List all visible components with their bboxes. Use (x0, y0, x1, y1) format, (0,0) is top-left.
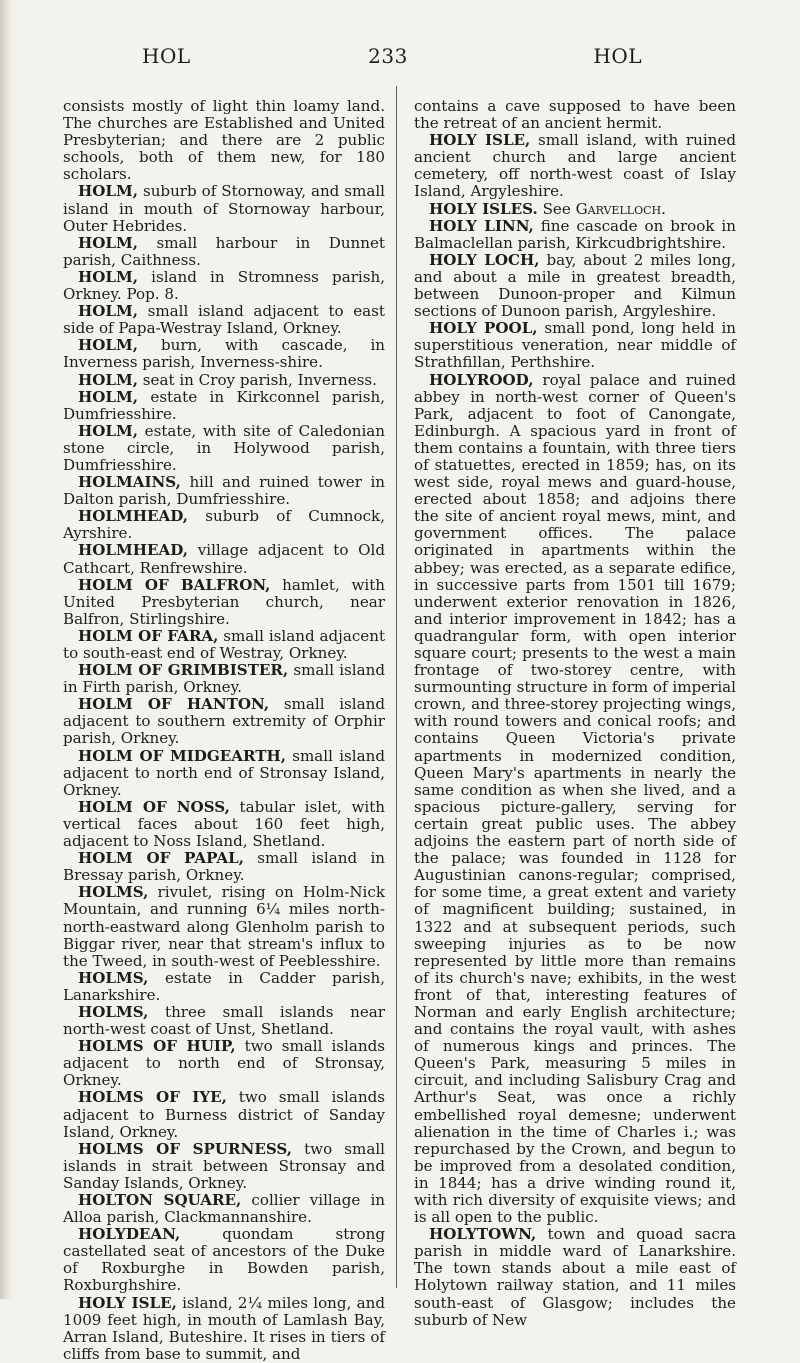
gazetteer-entry (414, 98, 736, 132)
gazetteer-entry (63, 850, 385, 884)
entry-text: fine cascade on brook in Balmaclellan parish, Kirkcudbrightshire. (414, 216, 736, 252)
entry-headword: HOLY LINN, (429, 216, 534, 235)
entry-headword: HOLM, (78, 370, 138, 389)
gazetteer-entry (63, 799, 385, 850)
entry-text: two small islands adjacent to north end of Stronsay, Orkney. (63, 1037, 385, 1090)
page-number: 233 (368, 44, 408, 68)
entry-text: tabular islet, with vertical faces about 160 feet high, adjacent to Noss Island, Shetland. (63, 797, 385, 851)
gazetteer-entry (414, 372, 736, 1227)
header-right-guide-word: HOL (593, 44, 642, 68)
entry-text: village adjacent to Old Cathcart, Renfrewshire. (63, 541, 385, 577)
gazetteer-entry (63, 1141, 385, 1192)
entry-headword: HOLMHEAD, (78, 541, 189, 560)
entry-headword: HOLM, (78, 387, 138, 406)
entry-text: quondam strong castellated seat of ancestors of the Duke of Roxburghe in Bowden parish, Roxburghshire. (63, 1225, 385, 1295)
entry-text: small harbour in Dunnet parish, Caithness. (63, 233, 385, 269)
gazetteer-entry (63, 1004, 385, 1038)
entry-text: estate in Cadder parish, Lanarkshire. (63, 968, 385, 1004)
gazetteer-entry (63, 748, 385, 799)
entry-headword: HOLTON SQUARE, (78, 1191, 242, 1209)
entry-headword: HOLY LOCH, (429, 250, 540, 269)
entry-text: small island adjacent to east side of Papa-Westray Island, Orkney. (63, 302, 385, 338)
entry-headword: HOLM, (78, 182, 138, 201)
entry-headword: HOLMS OF HUIP, (78, 1037, 236, 1056)
cross-reference: Garvelloch (575, 199, 662, 218)
entry-text: See (537, 199, 576, 218)
entry-text: suburb of Cumnock, Ayrshire. (63, 507, 385, 543)
entry-text: small island, with ruined ancient church and large ancient cemetery, off north-west coast of Islay Island, Argyleshire. (414, 131, 736, 201)
entry-headword: HOLMS OF SPURNESS, (78, 1139, 293, 1158)
entry-headword: HOLM OF NOSS, (78, 797, 230, 816)
entry-headword: HOLM OF FARA, (78, 626, 219, 645)
gazetteer-entry (63, 1192, 385, 1226)
entry-headword: HOLM, (78, 267, 138, 286)
entry-headword: HOLMS, (78, 883, 149, 902)
entry-text: small island in Bressay parish, Orkney. (63, 849, 385, 885)
entry-text: estate in Kirkconnel parish, Dumfriesshire. (63, 387, 385, 423)
entry-headword: HOLMS, (78, 1002, 149, 1021)
entry-headword: HOLM OF BALFRON, (78, 575, 271, 594)
entry-text: seat in Croy parish, Inverness. (138, 370, 377, 389)
left-column (63, 98, 385, 1363)
entry-headword: HOLM OF MIDGEARTH, (78, 746, 286, 765)
gazetteer-entry (63, 542, 385, 576)
gazetteer-entry (63, 98, 385, 183)
entry-headword: HOLYTOWN, (429, 1225, 537, 1244)
gazetteer-entry (414, 252, 736, 320)
gazetteer-entry (414, 1226, 736, 1329)
gazetteer-entry (63, 423, 385, 474)
entry-headword: HOLM, (78, 233, 138, 252)
entry-text: estate, with site of Caledonian stone circle, in Holywood parish, Dumfriesshire. (63, 421, 385, 474)
entry-headword: HOLM OF HANTON, (78, 695, 270, 714)
entry-headword: HOLM, (78, 421, 138, 440)
gazetteer-entry (63, 235, 385, 269)
entry-headword: HOLM OF PAPAL, (78, 849, 244, 868)
gazetteer-entry (63, 337, 385, 371)
gazetteer-entry (63, 1089, 385, 1140)
entry-text: rivulet, rising on Holm-Nick Mountain, and running 6¼ miles north-north-eastward along Glenholm parish to Biggar river, near that stream's influx to the Tweed, in south-west of Peeblesshire. (63, 883, 385, 970)
entry-text: small pond, long held in superstitious veneration, near middle of Strathfillan, Perthshire. (414, 319, 736, 372)
entry-headword: HOLMAINS, (78, 473, 181, 492)
gazetteer-entry (63, 1226, 385, 1294)
entry-headword: HOLY POOL, (429, 319, 538, 338)
gazetteer-entry (63, 628, 385, 662)
gazetteer-entry (63, 183, 385, 234)
entry-text-tail: . (661, 199, 666, 218)
entry-text: collier village in Alloa parish, Clackmannanshire. (63, 1191, 385, 1227)
gazetteer-entry (414, 132, 736, 200)
entry-text: hamlet, with United Presbyterian church, near Balfron, Stirlingshire. (63, 575, 385, 628)
gazetteer-entry (63, 1295, 385, 1363)
entry-headword: HOLM OF GRIMBISTER, (78, 661, 289, 680)
entry-headword: HOLMS, (78, 968, 149, 987)
entry-text: three small islands near north-west coast of Unst, Shetland. (63, 1002, 385, 1039)
entry-headword: HOLYROOD, (429, 370, 534, 389)
entry-headword: HOLY ISLE, (429, 131, 531, 150)
gazetteer-entry (414, 320, 736, 371)
entry-text: burn, with cascade, in Inverness parish, Inverness-shire. (63, 336, 385, 372)
gazetteer-entry (63, 303, 385, 337)
gazetteer-entry (63, 474, 385, 508)
gazetteer-entry (63, 696, 385, 747)
entry-headword: HOLMHEAD, (78, 507, 189, 526)
entry-headword: HOLY ISLE, (78, 1293, 177, 1312)
gazetteer-entry (414, 218, 736, 252)
gazetteer-entry (414, 201, 736, 218)
gazetteer-entry (63, 508, 385, 542)
entry-text: hill and ruined tower in Dalton parish, Dumfriesshire. (63, 473, 385, 509)
entry-text: two small islands adjacent to Burness district of Sanday Island, Orkney. (63, 1088, 385, 1141)
column-divider (396, 86, 397, 1288)
gazetteer-entry (63, 577, 385, 628)
gazetteer-entry (63, 269, 385, 303)
entry-text: bay, about 2 miles long, and about a mile in greatest breadth, between Dunoon-proper and Kilmun sections of Dunoon parish, Argyleshire. (414, 250, 736, 321)
gazetteer-entry (63, 372, 385, 389)
running-header (58, 44, 718, 74)
entry-headword: HOLM, (78, 302, 138, 321)
gazetteer-entry (63, 1038, 385, 1089)
entry-text: contains a cave supposed to have been the retreat of an ancient hermit. (414, 97, 736, 133)
entry-text: island, 2¼ miles long, and 1009 feet high, in mouth of Lamlash Bay, Arran Island, Buteshire. It rises in tiers of cliffs from base to summit, and (63, 1293, 385, 1363)
gazetteer-entry (63, 970, 385, 1004)
gazetteer-entry (63, 662, 385, 696)
entry-headword: HOLMS OF IYE, (78, 1088, 227, 1107)
entry-text: royal palace and ruined abbey in north-west corner of Queen's Park, adjacent to foot of Canongate, Edinburgh. A spacious yard in front of them contains a fountain, with three tiers of statuettes, erected in 1859; has, on its west side, royal mews and guard-house, erected about 1858; and adjoins there the site of ancient royal mews, mint, and government offices. The palace originated in apartments within the abbey; was erected, as a separate edifice, in successive parts from 1501 till 1679; underwent exterior renovation in 1826, and interior improvement in 1842; has a quadrangular form, with open interior square court; presents to the west a main frontage of two-storey centre, with surmounting structure in form of imperial crown, and three-storey projecting wings, with round towers and conical roofs; and contains Queen Victoria's private apartments in modernized condition, Queen Mary's apartments in nearly the same condition as when she lived, and a spacious picture-gallery, serving for certain great public uses. The abbey adjoins the eastern part of north side of the palace; was founded in 1128 for Augustinian canons-regular; comprised, for some time, a great extent and variety of magnificent building; sustained, in 1322 and at subsequent periods, such sweeping injuries as to be now represented by little more than remains of its church's nave; exhibits, in the west front of that, interesting features of Norman and early English architecture; and contains the royal vault, with ashes of numerous kings and princes. The Queen's Park, measuring 5 miles in circuit, and including Salisbury Crag and Arthur's Seat, was once a richly embellished royal demesne; underwent alienation in the time of Charles i.; was repurchased by the Crown, and begun to be improved from a desolated condition, in 1844; has a drive winding round it, with rich diversity of exquisite views; and is all open to the public. (414, 370, 736, 1227)
entry-text: suburb of Stornoway, and small island in mouth of Stornoway harbour, Outer Hebrides. (63, 182, 385, 235)
entry-text: small island in Firth parish, Orkney. (63, 661, 385, 697)
header-left-guide-word: HOL (142, 44, 191, 68)
page-edge-shadow (0, 0, 14, 1299)
entry-text: two small islands in strait between Stronsay and Sanday Islands, Orkney. (63, 1139, 385, 1192)
entry-headword: HOLY ISLES. (429, 199, 538, 218)
entry-text: consists mostly of light thin loamy land. The churches are Established and United Presbyterian; and there are 2 public schools, both of them new, for 180 scholars. (63, 97, 385, 184)
entry-text: island in Stromness parish, Orkney. Pop. 8. (63, 267, 385, 304)
entry-text: small island adjacent to south-east end of Westray, Orkney. (63, 626, 386, 662)
entry-text: small island adjacent to north end of Stronsay Island, Orkney. (63, 746, 385, 799)
gazetteer-entry (63, 884, 385, 969)
entry-text: small island adjacent to southern extremity of Orphir parish, Orkney. (63, 695, 385, 748)
gazetteer-entry (63, 389, 385, 423)
entry-text: town and quoad sacra parish in middle ward of Lanarkshire. The town stands about a mile east of Holytown railway station, and 11 miles south-east of Glasgow; includes the suburb of New (414, 1225, 736, 1329)
entry-headword: HOLM, (78, 336, 138, 355)
right-column (414, 98, 736, 1329)
entry-headword: HOLYDEAN, (78, 1225, 181, 1244)
